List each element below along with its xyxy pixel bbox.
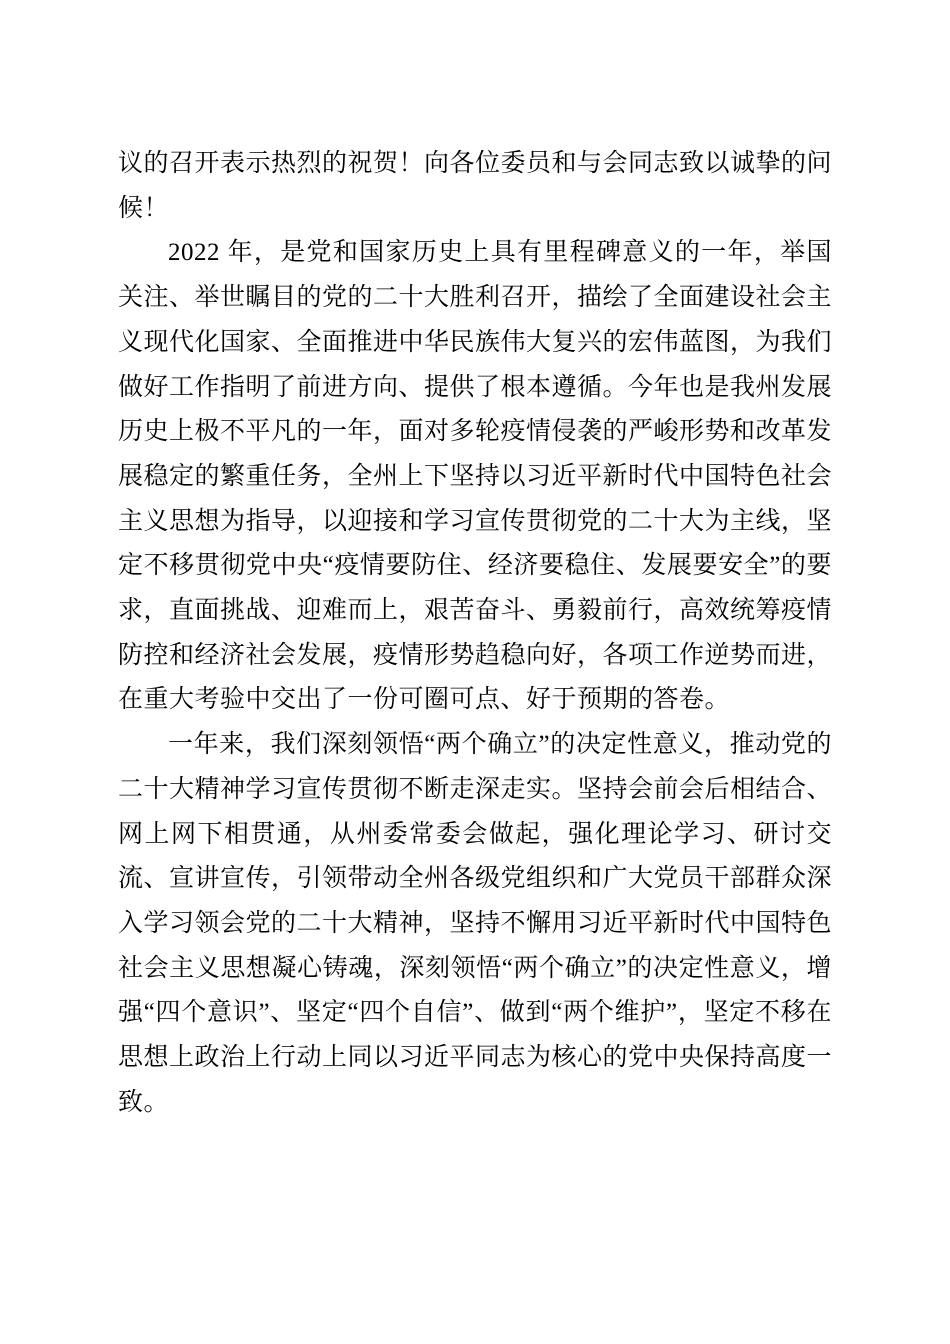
paragraph-two-establishes: 一年来，我们深刻领悟“两个确立”的决定性意义，推动党的二十大精神学习宣传贯彻不断走深走实。坚持会前会后相结合、网上网下相贯通，从州委常委会做起，强化理论学习、研讨交流、宣讲宣传，引领带动全州各级党组织和广大党员干部群众深入学习领会党的二十大精神，坚持不懈用习近平新时代中国特色社会主义思想凝心铸魂，深刻领悟“两个确立”的决定性意义，增强“四个意识”、坚定“四个自信”、做到“两个维护”，坚定不移在思想上政治上行动上同以习近平同志为核心的党中央保持高度一致。 xyxy=(118,731,833,1116)
paragraph-2022-review: 2022 年，是党和国家历史上具有里程碑意义的一年，举国关注、举世瞩目的党的二十大胜利召开，描绘了全面建设社会主义现代化国家、全面推进中华民族伟大复兴的宏伟蓝图，为我们做好工作指明了前进方向、提供了根本遵循。今年也是我州发展历史上极不平凡的一年，面对多轮疫情侵袭的严峻形势和改革发展稳定的繁重任务，全州上下坚持以习近平新时代中国特色社会主义思想为指导，以迎接和学习宣传贯彻党的二十大为主线，坚定不移贯彻党中央“疫情要防住、经济要稳住、发展要安全”的要求，直面挑战、迎难而上，艰苦奋斗、勇毅前行，高效统筹疫情防控和经济社会发展，疫情形势趋稳向好，各项工作逆势而进，在重大考验中交出了一份可圈可点、好于预期的答卷。 xyxy=(118,239,833,714)
document-body xyxy=(118,142,832,1125)
paragraph-continuation: 议的召开表示热烈的祝贺！向各位委员和与会同志致以诚挚的问候！ xyxy=(118,150,833,222)
